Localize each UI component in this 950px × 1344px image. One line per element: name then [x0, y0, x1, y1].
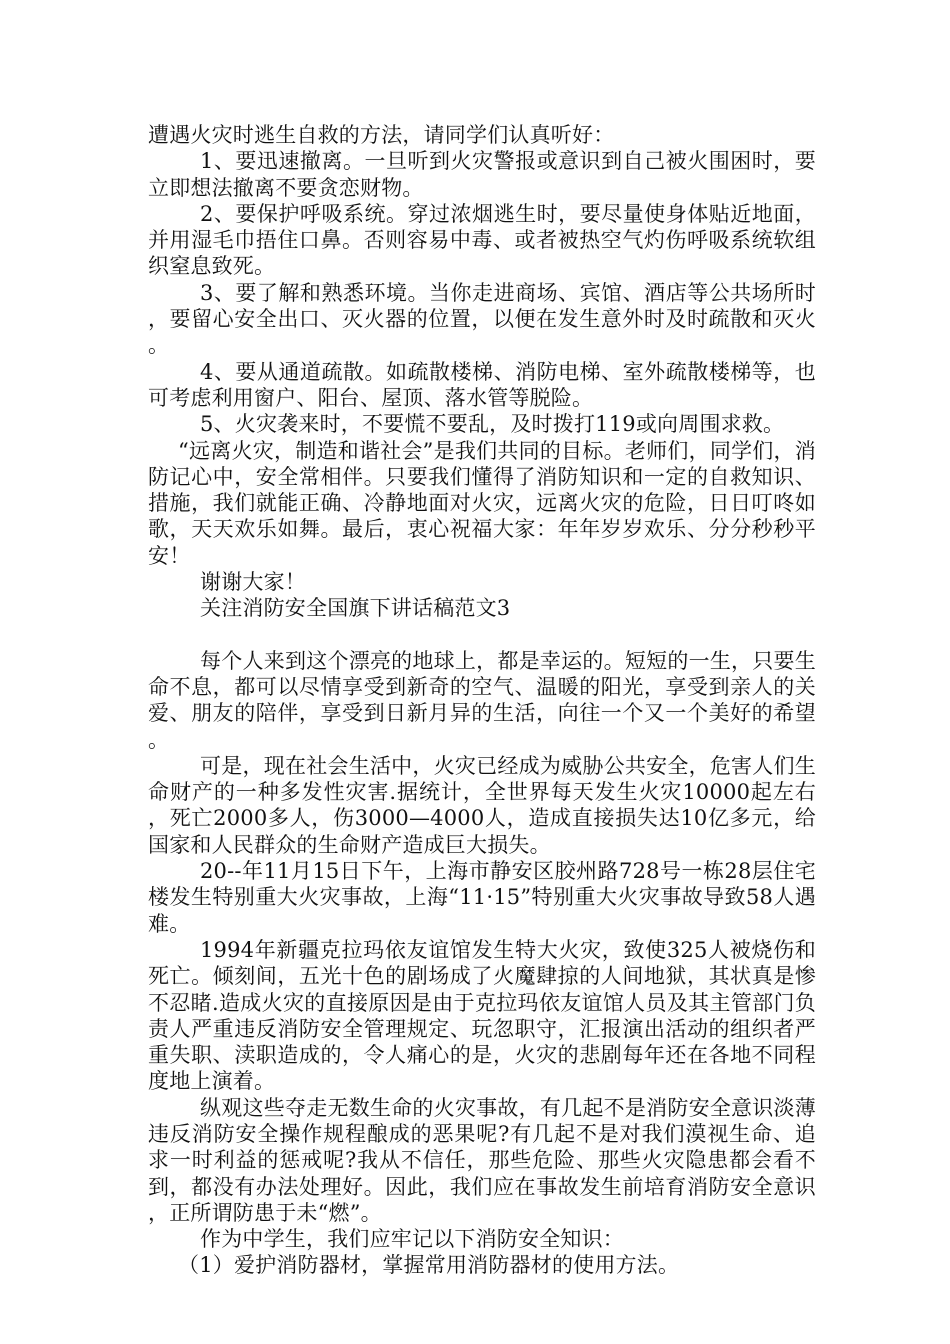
document-body — [148, 122, 816, 1279]
tip-2: 2、要保护呼吸系统。穿过浓烟逃生时，要尽量使身体贴近地面，并用湿毛巾捂住口鼻。否则容易中毒、或者被热空气灼伤呼吸系统软组织窒息致死。 — [148, 201, 816, 279]
closing-paragraph: “远离火灾，制造和谐社会”是我们共同的目标。老师们，同学们，消防记心中，安全常相伴。只要我们懂得了消防知识和一定的自救知识、措施，我们就能正确、冷静地面对火灾，远离火灾的危险，日日叮咚如歌，天天欢乐如舞。最后，衷心祝福大家：年年岁岁欢乐、分分秒秒平安！ — [148, 438, 816, 568]
thanks-line: 谢谢大家！ — [200, 570, 306, 595]
blank-line — [148, 622, 816, 648]
section-heading: 关注消防安全国旗下讲话稿范文3 — [200, 596, 511, 621]
body-paragraph-6: 作为中学生，我们应牢记以下消防安全知识： — [200, 1227, 624, 1252]
body-paragraph-5: 纵观这些夺走无数生命的火灾事故，有几起不是消防安全意识淡薄违反消防安全操作规程酿成的恶果呢?有几起不是对我们漠视生命、追求一时利益的惩戒呢?我从不信任，那些危险、那些火灾隐患都会看不到，都没有办法处理好。因此，我们应在事故发生前培育消防安全意识，正所谓防患于未“燃”。 — [148, 1095, 816, 1225]
tip-5: 5、火灾袭来时，不要慌不要乱，及时拨打119或向周围求救。 — [200, 412, 785, 437]
body-paragraph-2: 可是，现在社会生活中，火灾已经成为威胁公共安全，危害人们生命财产的一种多发性灾害.据统计，全世界每天发生火灾10000起左右，死亡2000多人，伤3000—4000人，造成直接损失达10亿多元，给国家和人民群众的生命财产造成巨大损失。 — [148, 753, 816, 857]
body-paragraph-1: 每个人来到这个漂亮的地球上，都是幸运的。短短的一生，只要生命不息，都可以尽情享受到新奇的空气、温暖的阳光，享受到亲人的关爱、朋友的陪伴，享受到日新月异的生活，向往一个又一个美好的希望。 — [148, 648, 816, 752]
tip-1: 1、要迅速撤离。一旦听到火灾警报或意识到自己被火围困时，要立即想法撤离不要贪恋财物。 — [148, 149, 816, 200]
body-paragraph-4: 1994年新疆克拉玛依友谊馆发生特大火灾，致使325人被烧伤和死亡。倾刻间，五光十色的剧场成了火魔肆掠的人间地狱，其状真是惨不忍睹.造成火灾的直接原因是由于克拉玛依友谊馆人员及其主管部门负责人严重违反消防安全管理规定、玩忽职守，汇报演出活动的组织者严重失职、渎职造成的，令人痛心的是，火灾的悲剧每年还在各地不同程度地上演着。 — [148, 937, 816, 1094]
body-paragraph-3: 20--年11月15日下午，上海市静安区胶州路728号一栋28层住宅楼发生特别重大火灾事故，上海“11·15”特别重大火灾事故导致58人遇难。 — [148, 859, 816, 936]
list-item-1: （1）爱护消防器材，掌握常用消防器材的使用方法。 — [178, 1253, 680, 1278]
intro-line: 遭遇火灾时逃生自救的方法，请同学们认真听好： — [148, 123, 615, 147]
tip-3: 3、要了解和熟悉环境。当你走进商场、宾馆、酒店等公共场所时，要留心安全出口、灭火器的位置，以便在发生意外时及时疏散和灭火。 — [148, 280, 816, 358]
tip-4: 4、要从通道疏散。如疏散楼梯、消防电梯、室外疏散楼梯等，也可考虑利用窗户、阳台、屋顶、落水管等脱险。 — [148, 359, 816, 410]
